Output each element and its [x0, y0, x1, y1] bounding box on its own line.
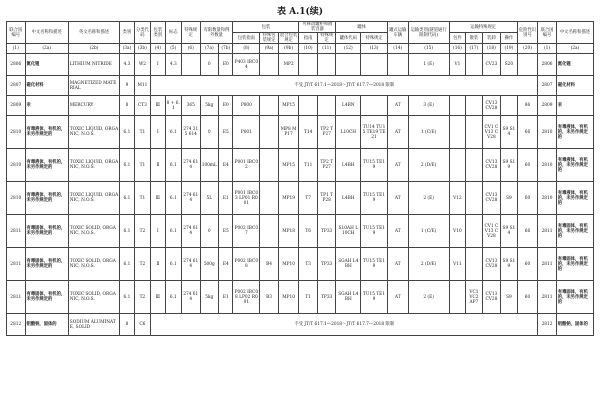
cell-cn-name-2: 有毒液体，有机的，未另作规定的 — [556, 149, 593, 182]
column-number: (11) — [317, 44, 336, 54]
cell-transport-cat: 1 (E) — [408, 54, 449, 76]
table-row — [7, 76, 594, 96]
table-row — [7, 248, 594, 281]
cell-tank-special: TP33 — [317, 215, 336, 248]
cell-excepted-qty: E5 — [219, 116, 233, 149]
cell-un-no: 2810 — [7, 182, 26, 215]
cell-transport-cat: 1 (C/E) — [408, 215, 449, 248]
cell-mixed: MP10 — [278, 248, 299, 281]
cell-excepted-qty: E0 — [219, 96, 233, 116]
cell-pack-special — [260, 54, 279, 76]
cell-tank-sp — [361, 54, 388, 76]
table-row — [7, 149, 594, 182]
header-pack-special: 特殊包装规定 — [260, 33, 279, 44]
cell-special: 274 614 — [182, 215, 201, 248]
cell-un-no-2: 2809 — [538, 96, 557, 116]
cell-class: 6.1 — [120, 248, 134, 281]
cell-tank-sp — [361, 96, 388, 116]
cell-en-name: TOXIC LIQUID, ORGANIC, N.O.S. — [68, 182, 119, 215]
cell-cn-name-2: 有毒固体，有机的，未另作规定的 — [556, 281, 593, 314]
cell-cn-name: 磁化材料 — [25, 76, 68, 96]
cell-tank-code: L10CH — [336, 116, 361, 149]
cell-labels: 6.1 — [165, 182, 181, 215]
cell-un-no-2: 2811 — [538, 215, 557, 248]
column-number: (5) — [165, 44, 181, 54]
cell-tank-code — [336, 54, 361, 76]
cell-cn-name: 有毒固体，有机的，未另作规定的 — [25, 215, 68, 248]
cell-ts-op — [501, 96, 518, 116]
cell-en-name: TOXIC LIQUID, ORGANIC, N.O.S. — [68, 116, 119, 149]
cell-labels: 6.1 — [165, 149, 181, 182]
column-number: (7b) — [219, 44, 233, 54]
cell-ts-load: CV13 CV28 — [482, 96, 501, 116]
column-number: (1) — [7, 44, 26, 54]
header-tank-instr: 指南 — [299, 33, 318, 44]
header-un-no-2: 联合国编号 — [538, 22, 557, 44]
cell-un-no: 2811 — [7, 281, 26, 314]
cell-un-no: 2809 — [7, 96, 26, 116]
cell-pg: Ⅲ — [151, 281, 165, 314]
column-number: (12) — [336, 44, 361, 54]
header-labels: 标志 — [165, 22, 181, 44]
cell-en-name: TOXIC SOLID, ORGANIC, N.O.S. — [68, 281, 119, 314]
cell-mixed: MP10 — [278, 281, 299, 314]
column-number: (9b) — [278, 44, 299, 54]
cell-cn-name: 有毒液体，有机的，未另作规定的 — [25, 116, 68, 149]
cell-ts-bulk2 — [466, 248, 482, 281]
column-number: (14) — [387, 44, 408, 54]
cell-ts-bulk — [449, 96, 465, 116]
cell-ts-bulk2 — [466, 182, 482, 215]
cell-cn-name-2: 磁化材料 — [556, 76, 593, 96]
cell-un-no-2: 2807 — [538, 76, 557, 96]
cell-class-code: T2 — [134, 248, 150, 281]
cell-pack-instr: P001 — [233, 116, 260, 149]
header-class-code: 分类代码 — [134, 22, 150, 44]
cell-tank-code: L4BH — [336, 149, 361, 182]
cell-vehicle: AT — [387, 215, 408, 248]
cell-tank-sp: TU15 TE19 — [361, 281, 388, 314]
cell-tank-instr: T7 — [299, 182, 318, 215]
cell-pack-special: B3 — [260, 281, 279, 314]
header-pack-instr: 包装指南 — [233, 33, 260, 44]
cell-tank-instr: T14 — [299, 116, 318, 149]
cell-ts-op: S9 S19 — [501, 248, 518, 281]
cell-ts-op: S20 — [501, 54, 518, 76]
cell-ts-load: CV1 CV13 CV28 — [482, 215, 501, 248]
cell-un-no-2: 2810 — [538, 116, 557, 149]
cell-special: 274 614 — [182, 182, 201, 215]
cell-ts-bulk2: VC1 VC2 AP7 — [466, 281, 482, 314]
cell-hazard-id — [517, 54, 538, 76]
header-ts-bulk2: 散装 — [466, 33, 482, 44]
header-tank-group: 可移动罐柜和散装容器 — [299, 22, 336, 33]
cell-ts-load: CV13 CV28 — [482, 182, 501, 215]
column-number: (19) — [501, 44, 518, 54]
cell-tank-sp: TU14 TU15 TE19 TE21 — [361, 116, 388, 149]
column-number: (18) — [482, 44, 501, 54]
cell-cn-name-2: 有毒液体，有机的，未另作规定的 — [556, 182, 593, 215]
cell-ts-bulk — [449, 149, 465, 182]
cell-tank-special: TP1 TP28 — [317, 182, 336, 215]
cell-ts-load: CV13 CV28 — [482, 281, 501, 314]
cell-special: 274 315 614 — [182, 116, 201, 149]
cell-ts-bulk: V11 — [449, 248, 465, 281]
cell-cn-name: 铝酸钠，固体的 — [25, 314, 68, 336]
column-number: (9a) — [260, 44, 279, 54]
cell-class-code: T1 — [134, 116, 150, 149]
cell-class-code: T1 — [134, 149, 150, 182]
header-hazard-id: 危险性识别号 — [517, 22, 538, 44]
cell-pack-instr: P800 — [233, 96, 260, 116]
cell-hazard-id: 66 — [517, 215, 538, 248]
cell-class-code: CT3 — [134, 96, 150, 116]
cell-exemption-note: 不受 JT/T 617.1—2018～JT/T 617.7—2018 限制 — [151, 76, 538, 96]
header-ts-op: 操作 — [501, 33, 518, 44]
column-number: (13) — [361, 44, 388, 54]
cell-class-code: T1 — [134, 182, 150, 215]
cell-pack-instr: P002 IBC08 LP02 R001 — [233, 281, 260, 314]
cell-cn-name: 有毒固体，有机的，未另作规定的 — [25, 281, 68, 314]
cell-labels: 6.1 — [165, 248, 181, 281]
cell-transport-cat: 2 (D/E) — [408, 248, 449, 281]
cell-ts-bulk2 — [466, 116, 482, 149]
cell-ts-bulk: V12 — [449, 182, 465, 215]
header-transport-special: 运输特殊规定 — [449, 22, 517, 33]
cell-mixed: MP15 — [278, 96, 299, 116]
cell-un-no: 2810 — [7, 116, 26, 149]
column-number: (17) — [466, 44, 482, 54]
cell-en-name: MAGNETIZED MATERIAL — [68, 76, 119, 96]
cell-pg: Ⅲ — [151, 182, 165, 215]
cell-un-no: 2807 — [7, 76, 26, 96]
cell-hazard-id: 66 — [517, 116, 538, 149]
cell-tank-code: SGAH L4BH — [336, 281, 361, 314]
cell-class: 6.1 — [120, 116, 134, 149]
cell-transport-cat: 1 (C/E) — [408, 116, 449, 149]
cell-cn-name: 有毒液体，有机的，未另作规定的 — [25, 182, 68, 215]
cell-transport-cat: 2 (E) — [408, 182, 449, 215]
cell-limited-qty: 5kg — [200, 281, 219, 314]
cell-class: 6.1 — [120, 215, 134, 248]
cell-limited-qty: 100mL — [200, 149, 219, 182]
header-pg: 包装类别 — [151, 22, 165, 44]
cell-un-no: 2806 — [7, 54, 26, 76]
cell-en-name: MERCURY — [68, 96, 119, 116]
cell-tank-special — [317, 96, 336, 116]
cell-labels: 6.1 — [165, 116, 181, 149]
cell-transport-cat: 3 (E) — [408, 96, 449, 116]
header-row-1 — [7, 22, 594, 33]
column-number: (20) — [517, 44, 538, 54]
dangerous-goods-table — [6, 21, 594, 336]
cell-limited-qty: 5L — [200, 182, 219, 215]
cell-tank-sp: TU15 TE19 — [361, 182, 388, 215]
cell-ts-load: CV1 CV13 CV28 — [482, 116, 501, 149]
cell-ts-op: S9 S14 — [501, 116, 518, 149]
cell-pack-special: B4 — [260, 248, 279, 281]
cell-ts-bulk: V10 — [449, 215, 465, 248]
column-number: (15) — [408, 44, 449, 54]
header-cn-name-2: 中文名称和描述 — [556, 22, 593, 44]
cell-ts-bulk2 — [466, 215, 482, 248]
cell-pack-special — [260, 215, 279, 248]
cell-tank-instr: T6 — [299, 215, 318, 248]
cell-ts-bulk: V1 — [449, 54, 465, 76]
column-number: (6) — [182, 44, 201, 54]
cell-transport-cat: 2 (D/E) — [408, 149, 449, 182]
cell-pg: Ⅱ — [151, 149, 165, 182]
header-tank-sp: 特殊规定 — [361, 33, 388, 44]
header-mixed: 混合包装规定 — [279, 33, 298, 43]
cell-excepted-qty: E1 — [219, 182, 233, 215]
cell-pack-special — [260, 116, 279, 149]
column-number: (2a) — [556, 44, 593, 54]
cell-limited-qty: 0 — [200, 215, 219, 248]
column-number-row — [7, 44, 594, 54]
cell-special: 365 — [182, 96, 201, 116]
cell-ts-bulk2 — [466, 96, 482, 116]
cell-transport-cat: 2 (E) — [408, 281, 449, 314]
cell-pack-instr: P002 IBC08 — [233, 248, 260, 281]
column-number: (7a) — [200, 44, 219, 54]
cell-limited-qty: 0 — [200, 116, 219, 149]
header-un-no: 联合国编号 — [7, 22, 26, 44]
table-row — [7, 54, 594, 76]
cell-pg: Ⅱ — [151, 248, 165, 281]
cell-pg: Ⅲ — [151, 96, 165, 116]
header-ts-load: 装卸 — [482, 33, 501, 44]
column-number: (1) — [538, 44, 557, 54]
header-ts-bulk: 包件 — [449, 33, 465, 44]
cell-ts-load: CV13 CV28 — [482, 248, 501, 281]
cell-special — [182, 54, 201, 76]
header-cn-name: 中文名称和描述 — [25, 22, 68, 44]
cell-hazard-id: 60 — [517, 182, 538, 215]
header-class: 类别 — [120, 22, 134, 44]
cell-ts-bulk — [449, 281, 465, 314]
cell-vehicle: AT — [387, 149, 408, 182]
cell-un-no-2: 2810 — [538, 149, 557, 182]
header-en-name: 英文名称和描述 — [68, 22, 119, 44]
column-number: (3a) — [120, 44, 134, 54]
cell-vehicle — [387, 54, 408, 76]
cell-un-no-2: 2811 — [538, 281, 557, 314]
cell-ts-bulk2 — [466, 54, 482, 76]
cell-un-no: 2811 — [7, 215, 26, 248]
column-number: (16) — [449, 44, 465, 54]
cell-excepted-qty: E4 — [219, 248, 233, 281]
cell-labels: 6.1 — [165, 281, 181, 314]
cell-tank-code: L4BH — [336, 182, 361, 215]
table-title: 表 A.1(续) — [276, 7, 324, 17]
cell-hazard-id: 86 — [517, 96, 538, 116]
cell-tank-code: SGAH L4BH — [336, 248, 361, 281]
cell-excepted-qty: E1 — [219, 281, 233, 314]
table-row — [7, 314, 594, 336]
cell-special: 274 614 — [182, 149, 201, 182]
cell-pg: Ⅰ — [151, 215, 165, 248]
cell-un-no: 2810 — [7, 149, 26, 182]
cell-excepted-qty: E4 — [219, 149, 233, 182]
cell-pg: Ⅰ — [151, 54, 165, 76]
cell-pack-instr: P403 IBC04 — [233, 54, 260, 76]
cell-labels: 4.3 — [165, 54, 181, 76]
table-row — [7, 96, 594, 116]
cell-class: 6.1 — [120, 281, 134, 314]
cell-en-name: LITHIUM NITRIDE — [68, 54, 119, 76]
table-row — [7, 281, 594, 314]
cell-cn-name-2: 汞 — [556, 96, 593, 116]
cell-tank-instr: T11 — [299, 149, 318, 182]
column-number: (2b) — [68, 44, 119, 54]
cell-tank-instr: T1 — [299, 281, 318, 314]
cell-pack-special — [260, 182, 279, 215]
cell-pack-instr: P001 IBC03 LP01 R001 — [233, 182, 260, 215]
column-number: (8) — [233, 44, 260, 54]
cell-tank-special: TP33 — [317, 281, 336, 314]
header-special: 特殊规定 — [182, 22, 201, 44]
cell-en-name: TOXIC LIQUID, ORGANIC, N.O.S. — [68, 149, 119, 182]
cell-cn-name: 氮化锂 — [25, 54, 68, 76]
cell-vehicle: AT — [387, 182, 408, 215]
cell-pack-instr: P001 IBC02 — [233, 149, 260, 182]
cell-tank-special: TP2 TP27 — [317, 149, 336, 182]
cell-tank-instr — [299, 96, 318, 116]
cell-vehicle: AT — [387, 96, 408, 116]
cell-tank-sp: TU15 TE19 — [361, 215, 388, 248]
cell-cn-name: 有毒液体，有机的，未另作规定的 — [25, 149, 68, 182]
header-tank-code: 罐体代码 — [336, 33, 361, 44]
cell-hazard-id: 60 — [517, 281, 538, 314]
cell-un-no: 2811 — [7, 248, 26, 281]
table-row — [7, 182, 594, 215]
cell-un-no-2: 2806 — [538, 54, 557, 76]
cell-ts-bulk — [449, 116, 465, 149]
cell-pack-instr: P002 IBC07 — [233, 215, 260, 248]
cell-class: 8 — [120, 96, 134, 116]
cell-excepted-qty: E5 — [219, 215, 233, 248]
cell-tank-instr: T3 — [299, 248, 318, 281]
cell-en-name: SODIUM ALUMINATE, SOLID — [68, 314, 119, 336]
cell-un-no-2: 2811 — [538, 248, 557, 281]
cell-class: 6.1 — [120, 182, 134, 215]
cell-ts-op: S9 — [501, 182, 518, 215]
cell-tank-code: S10AH L10CH — [336, 215, 361, 248]
table-row — [7, 116, 594, 149]
cell-cn-name-2: 铝酸钠，固体的 — [556, 314, 593, 336]
cell-cn-name-2: 有毒固体，有机的，未另作规定的 — [556, 248, 593, 281]
cell-ts-op: S9 S19 — [501, 149, 518, 182]
cell-mixed: MP18 — [278, 215, 299, 248]
cell-un-no-2: 2810 — [538, 182, 557, 215]
cell-un-no-2: 2812 — [538, 314, 557, 336]
cell-tank-special: TP33 — [317, 248, 336, 281]
cell-pg: Ⅰ — [151, 116, 165, 149]
cell-tank-special: TP2 TP27 — [317, 116, 336, 149]
cell-en-name: TOXIC SOLID, ORGANIC, N.O.S. — [68, 248, 119, 281]
cell-hazard-id: 60 — [517, 149, 538, 182]
table-body — [7, 22, 594, 336]
cell-en-name: TOXIC SOLID, ORGANIC, N.O.S. — [68, 215, 119, 248]
cell-ts-load: CV13 CV28 — [482, 149, 501, 182]
cell-limited-qty: 500g — [200, 248, 219, 281]
cell-mixed: MP15 — [278, 149, 299, 182]
cell-class: 4.3 — [120, 54, 134, 76]
cell-ts-op: S9 — [501, 281, 518, 314]
column-number: (10) — [299, 44, 318, 54]
cell-tank-sp: TU15 TE19 — [361, 149, 388, 182]
header-limited: 有限数量和例外数量 — [200, 22, 233, 44]
cell-mixed: MP2 — [278, 54, 299, 76]
cell-tank-code: L4BN — [336, 96, 361, 116]
cell-cn-name-2: 有毒液体，有机的，未另作规定的 — [556, 116, 593, 149]
cell-class: 6.1 — [120, 149, 134, 182]
cell-special: 274 614 — [182, 281, 201, 314]
cell-class: 8 — [120, 314, 134, 336]
cell-ts-bulk2 — [466, 149, 482, 182]
cell-cn-name: 有毒固体，有机的，未另作规定的 — [25, 248, 68, 281]
cell-class-code: T2 — [134, 215, 150, 248]
cell-excepted-qty: E0 — [219, 54, 233, 76]
header-transport-cat: 运输类别(隧道通行限制代码) — [408, 22, 449, 44]
cell-class-code: W2 — [134, 54, 150, 76]
cell-tank-instr — [299, 54, 318, 76]
table-row — [7, 215, 594, 248]
cell-mixed: MP8 MP17 — [278, 116, 299, 149]
column-number: (3b) — [134, 44, 150, 54]
cell-tank-sp: TU15 TE19 — [361, 248, 388, 281]
cell-class-code: T2 — [134, 281, 150, 314]
cell-mixed: MP19 — [278, 182, 299, 215]
column-number: (4) — [151, 44, 165, 54]
cell-class-code: C6 — [134, 314, 150, 336]
cell-labels: 8 + 6.1 — [165, 96, 181, 116]
cell-limited-qty: 5kg — [200, 96, 219, 116]
cell-un-no: 2812 — [7, 314, 26, 336]
cell-class-code: M11 — [134, 76, 150, 96]
cell-ts-op: S9 S14 — [501, 215, 518, 248]
cell-vehicle: AT — [387, 116, 408, 149]
cell-hazard-id: 60 — [517, 248, 538, 281]
cell-cn-name-2: 氮化锂 — [556, 54, 593, 76]
cell-pack-special — [260, 96, 279, 116]
cell-vehicle: AT — [387, 281, 408, 314]
header-packaging: 包装 — [233, 22, 299, 33]
cell-tank-special — [317, 54, 336, 76]
header-tank-special: 特殊规定 — [317, 33, 336, 44]
cell-class: 9 — [120, 76, 134, 96]
cell-exemption-note: 不受 JT/T 617.1—2018～JT/T 617.7—2018 限制 — [151, 314, 538, 336]
cell-cn-name: 汞 — [25, 96, 68, 116]
cell-vehicle: AT — [387, 248, 408, 281]
column-number: (2a) — [25, 44, 68, 54]
cell-limited-qty: 0 — [200, 54, 219, 76]
cell-pack-special — [260, 149, 279, 182]
cell-cn-name-2: 有毒固体，有机的，未另作规定的 — [556, 215, 593, 248]
header-tank: 罐体 — [336, 22, 387, 33]
cell-ts-load: CV23 — [482, 54, 501, 76]
cell-labels: 6.1 — [165, 215, 181, 248]
cell-special: 274 614 — [182, 248, 201, 281]
header-vehicle: 罐式运输车辆 — [387, 22, 408, 44]
